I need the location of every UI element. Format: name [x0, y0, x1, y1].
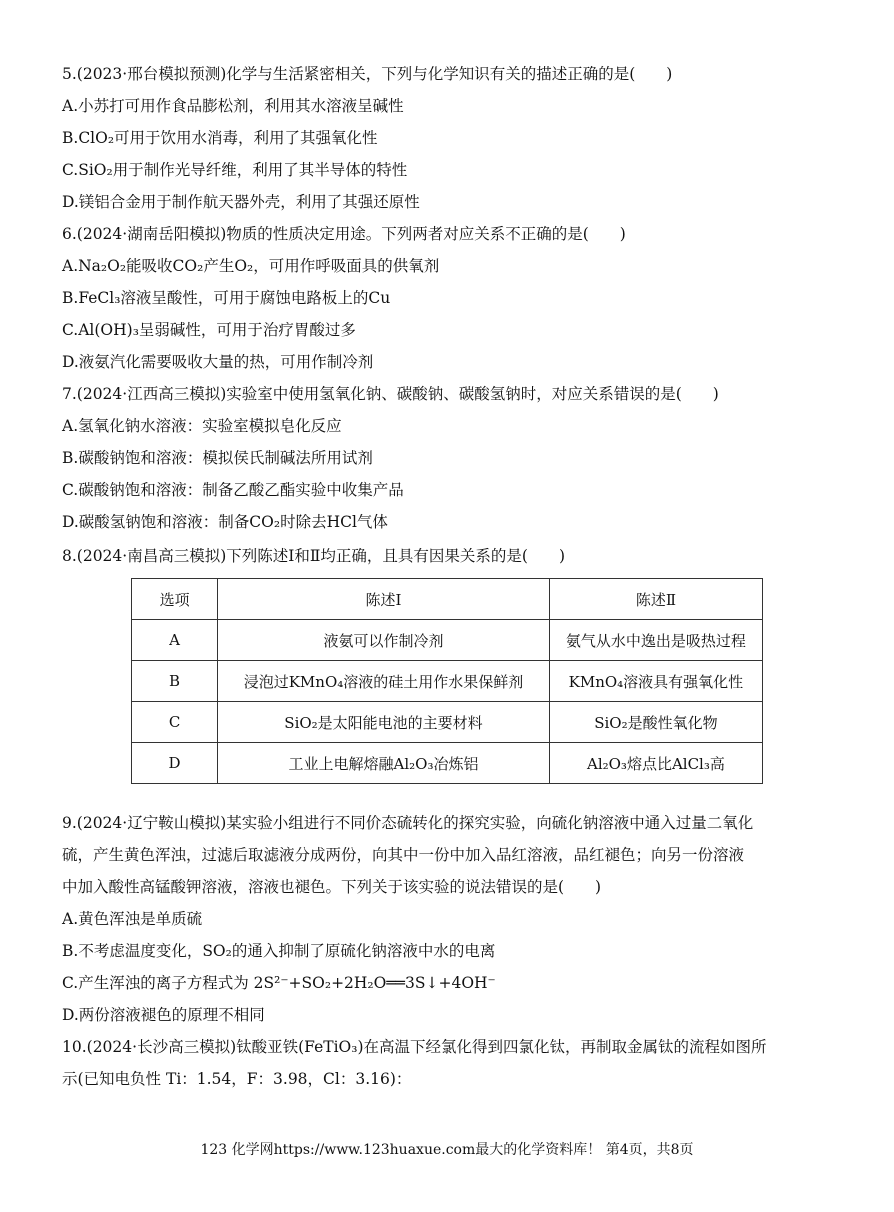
table-cell: Al₂O₃熔点比AlCl₃高 — [549, 743, 762, 784]
q6-option-a: A.Na₂O₂能吸收CO₂产生O₂，可用作呼吸面具的供氧剂 — [62, 257, 440, 275]
table-row — [132, 661, 763, 702]
q9-stem-line-3: 中加入酸性高锰酸钾溶液，溶液也褪色。下列关于该实验的说法错误的是( ) — [62, 878, 602, 896]
table-cell: 工业上电解熔融Al₂O₃冶炼铝 — [218, 743, 550, 784]
q5-option-a: A.小苏打可用作食品膨松剂，利用其水溶液呈碱性 — [62, 97, 404, 115]
q9-stem-line-2: 硫，产生黄色浑浊，过滤后取滤液分成两份，向其中一份中加入品红溶液，品红褪色；向另一份溶液 — [62, 846, 745, 864]
q9-option-a: A.黄色浑浊是单质硫 — [62, 910, 203, 928]
table-cell: D — [132, 743, 218, 784]
q6-stem: 6.(2024·湖南岳阳模拟)物质的性质决定用途。下列两者对应关系不正确的是( ) — [62, 225, 626, 243]
table-cell: C — [132, 702, 218, 743]
q8-table — [131, 578, 763, 784]
table-cell: SiO₂是酸性氧化物 — [549, 702, 762, 743]
q5-option-d: D.镁铝合金用于制作航天器外壳，利用了其强还原性 — [62, 193, 420, 211]
q5-option-b: B.ClO₂可用于饮用水消毒，利用了其强氧化性 — [62, 129, 378, 147]
table-cell: B — [132, 661, 218, 702]
table-cell: 液氨可以作制冷剂 — [218, 620, 550, 661]
q9-option-b: B.不考虑温度变化，SO₂的通入抑制了原硫化钠溶液中水的电离 — [62, 942, 496, 960]
table-header-cell: 陈述Ⅱ — [549, 579, 762, 620]
table-cell: SiO₂是太阳能电池的主要材料 — [218, 702, 550, 743]
q7-stem: 7.(2024·江西高三模拟)实验室中使用氢氧化钠、碳酸钠、碳酸氢钠时，对应关系错误的是( ) — [62, 385, 719, 403]
q10-stem-line-2: 示(已知电负性 Ti：1.54，F：3.98，Cl：3.16)： — [62, 1070, 412, 1088]
q6-option-c: C.Al(OH)₃呈弱碱性，可用于治疗胃酸过多 — [62, 321, 356, 339]
q8-stem: 8.(2024·南昌高三模拟)下列陈述Ⅰ和Ⅱ均正确，且具有因果关系的是( ) — [62, 547, 566, 565]
table-cell: KMnO₄溶液具有强氧化性 — [549, 661, 762, 702]
q6-option-d: D.液氨汽化需要吸收大量的热，可用作制冷剂 — [62, 353, 374, 371]
q6-option-b: B.FeCl₃溶液呈酸性，可用于腐蚀电路板上的Cu — [62, 289, 391, 307]
q5-stem: 5.(2023·邢台模拟预测)化学与生活紧密相关，下列与化学知识有关的描述正确的是( ) — [62, 65, 673, 83]
q7-option-a: A.氢氧化钠水溶液：实验室模拟皂化反应 — [62, 417, 342, 435]
q9-option-c: C.产生浑浊的离子方程式为 2S²⁻+SO₂+2H₂O══3S↓+4OH⁻ — [62, 974, 496, 992]
q7-option-c: C.碳酸钠饱和溶液：制备乙酸乙酯实验中收集产品 — [62, 481, 404, 499]
table-cell: A — [132, 620, 218, 661]
q7-option-d: D.碳酸氢钠饱和溶液：制备CO₂时除去HCl气体 — [62, 513, 388, 531]
table-row — [132, 620, 763, 661]
page-footer: 123 化学网https://www.123huaxue.com最大的化学资料库！ 第4页，共8页 — [200, 1142, 694, 1158]
q10-stem-line-1: 10.(2024·长沙高三模拟)钛酸亚铁(FeTiO₃)在高温下经氯化得到四氯化钛，再制取金属钛的流程如图所 — [62, 1038, 767, 1056]
q9-option-d: D.两份溶液褪色的原理不相同 — [62, 1006, 265, 1024]
table-row — [132, 743, 763, 784]
q5-option-c: C.SiO₂用于制作光导纤维，利用了其半导体的特性 — [62, 161, 408, 179]
table-cell: 氨气从水中逸出是吸热过程 — [549, 620, 762, 661]
table-row — [132, 702, 763, 743]
table-cell: 浸泡过KMnO₄溶液的硅土用作水果保鲜剂 — [218, 661, 550, 702]
q9-stem-line-1: 9.(2024·辽宁鞍山模拟)某实验小组进行不同价态硫转化的探究实验，向硫化钠溶液中通入过量二氧化 — [62, 814, 754, 832]
table-header-cell: 陈述Ⅰ — [218, 579, 550, 620]
table-header-row — [132, 579, 763, 620]
q7-option-b: B.碳酸钠饱和溶液：模拟侯氏制碱法所用试剂 — [62, 449, 373, 467]
table-header-cell: 选项 — [132, 579, 218, 620]
